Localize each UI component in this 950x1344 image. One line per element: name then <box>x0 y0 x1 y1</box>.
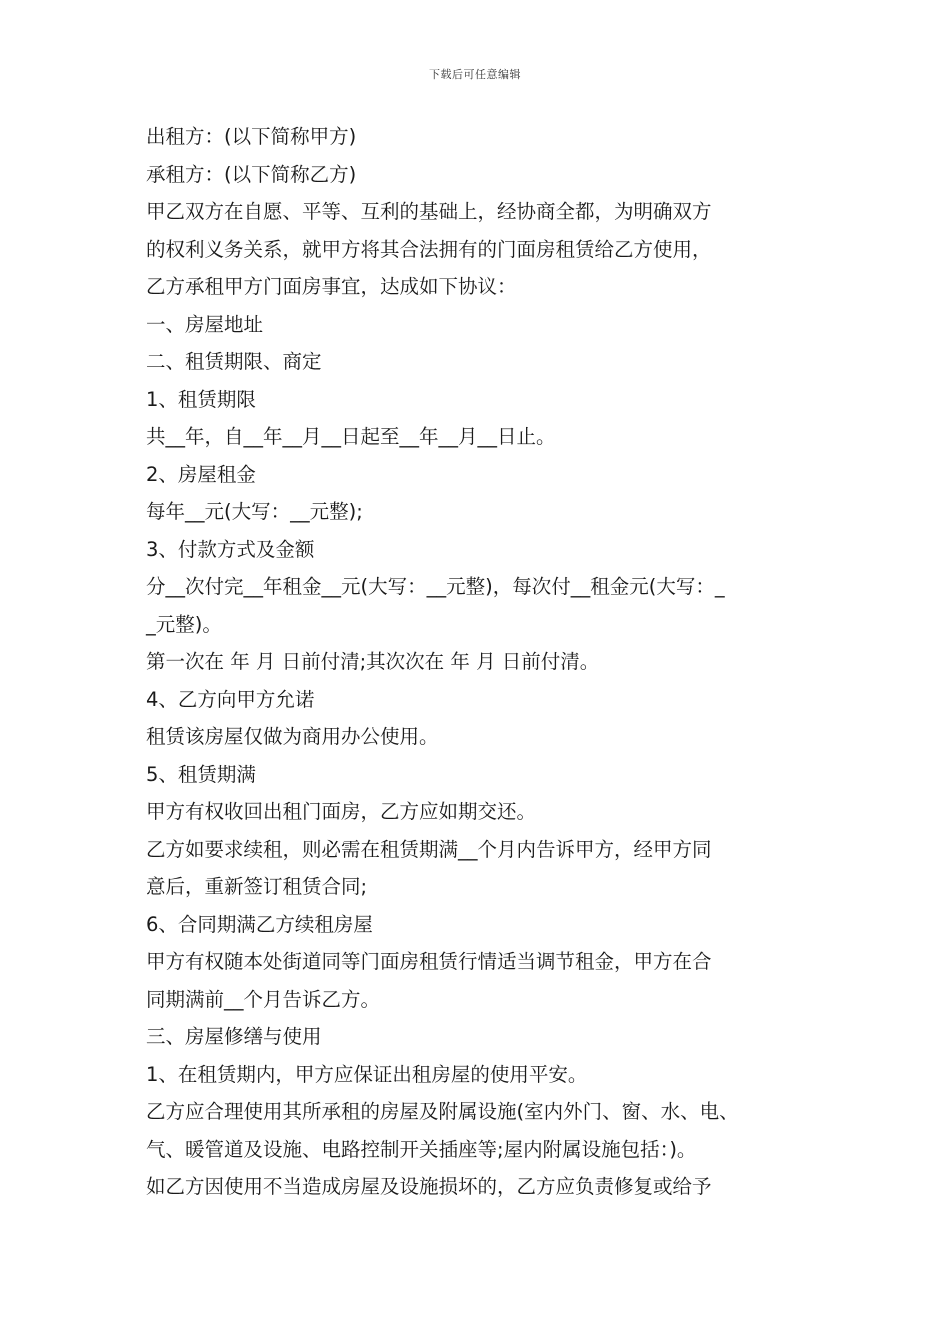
subsection-heading: 3、付款方式及金额 <box>146 537 315 561</box>
text-line: 承租方：(以下简称乙方) <box>146 162 357 186</box>
text-line: 出租方：(以下简称甲方) <box>146 125 357 148</box>
subsection-heading: 1、租赁期限 <box>146 387 256 411</box>
text-line: 甲乙双方在自愿、平等、互利的基础上，经协商全都，为明确双方 <box>146 200 712 223</box>
text-line: 甲方有权收回出租门面房，乙方应如期交还。 <box>146 800 537 823</box>
subsection-heading: 6、合同期满乙方续租房屋 <box>146 912 373 936</box>
section-heading: 一、房屋地址 <box>146 312 264 336</box>
section-heading: 三、房屋修缮与使用 <box>146 1025 322 1048</box>
page-header-note: 下载后可任意编辑 <box>429 68 521 81</box>
text-line: 意后，重新签订租赁合同; <box>146 875 368 898</box>
section-heading: 二、租赁期限、商定 <box>146 350 322 373</box>
document-body <box>146 118 821 1206</box>
text-line: 乙方承租甲方门面房事宜，达成如下协议： <box>146 275 517 298</box>
text-line: 第一次在 年 月 日前付清;其次次在 年 月 日前付清。 <box>146 650 600 673</box>
subsection-heading: 4、乙方向甲方允诺 <box>146 687 315 711</box>
text-line: 共__年，自__年__月__日起至__年__月__日止。 <box>146 425 556 448</box>
text-line: 如乙方因使用不当造成房屋及设施损坏的，乙方应负责修复或给予 <box>146 1175 712 1198</box>
text-line: _元整)。 <box>146 612 222 636</box>
text-line: 1、在租赁期内，甲方应保证出租房屋的使用平安。 <box>146 1062 588 1086</box>
text-line: 乙方应合理使用其所承租的房屋及附属设施(室内外门、窗、水、电、 <box>146 1100 739 1123</box>
subsection-heading: 5、租赁期满 <box>146 762 256 786</box>
text-line: 气、暖管道及设施、电路控制开关插座等;屋内附属设施包括：)。 <box>146 1137 697 1161</box>
text-line: 的权利义务关系，就甲方将其合法拥有的门面房租赁给乙方使用， <box>146 237 712 261</box>
text-line: 同期满前__个月告诉乙方。 <box>146 987 381 1011</box>
text-line: 每年__元(大写：__元整); <box>146 500 363 523</box>
text-line: 乙方如要求续租，则必需在租赁期满__个月内告诉甲方，经甲方同 <box>146 837 712 861</box>
text-line: 分__次付完__年租金__元(大写：__元整)，每次付__租金元(大写：_ <box>146 575 725 598</box>
text-line: 甲方有权随本处街道同等门面房租赁行情适当调节租金，甲方在合 <box>146 950 712 973</box>
text-line: 租赁该房屋仅做为商用办公使用。 <box>146 725 439 748</box>
subsection-heading: 2、房屋租金 <box>146 462 256 486</box>
